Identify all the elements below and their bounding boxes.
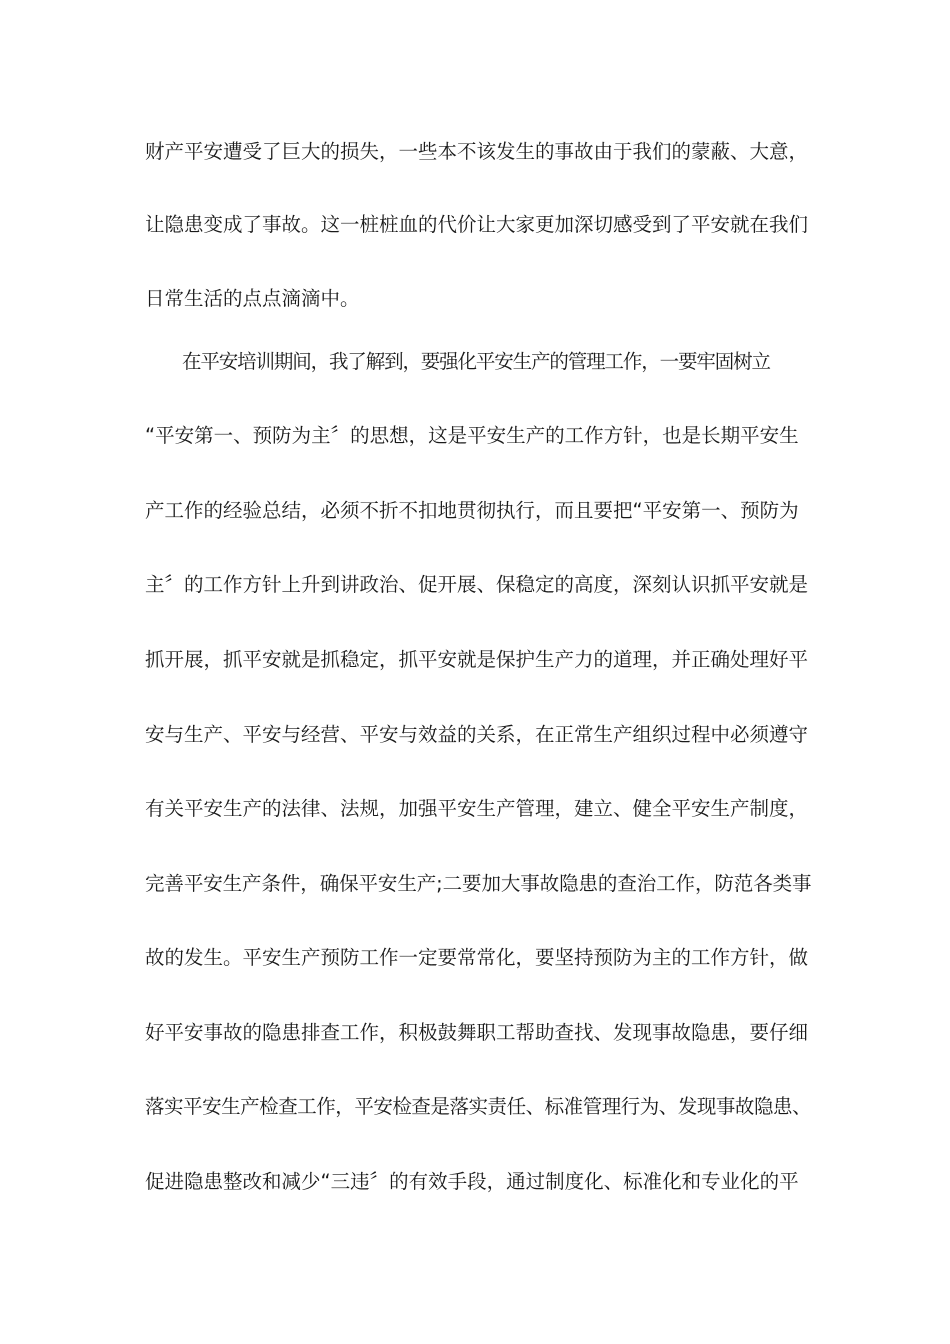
text-line-6: 产工作的经验总结，必须不折不扣地贯彻执行，而且要把“平安第一、预防为 [145, 499, 799, 522]
text-line-14: 落实平安生产检查工作，平安检查是落实责任、标准管理行为、发现事故隐患、 [145, 1095, 812, 1118]
text-line-15: 促进隐患整改和减少“三违〞的有效手段，通过制度化、标准化和专业化的平 [145, 1170, 799, 1193]
text-line-9: 安与生产、平安与经营、平安与效益的关系，在正常生产组织过程中必须遵守 [145, 723, 809, 746]
text-line-5: “平安第一、预防为主〞的思想，这是平安生产的工作方针，也是长期平安生 [145, 424, 799, 447]
text-line-4: 在平安培训期间，我了解到，要强化平安生产的管理工作，一要牢固树立 [182, 350, 770, 373]
text-line-3: 日常生活的点点滴滴中。 [145, 287, 360, 310]
text-line-12: 故的发生。平安生产预防工作一定要常常化，要坚持预防为主的工作方针，做 [145, 946, 809, 969]
text-line-13: 好平安事故的隐患排查工作，积极鼓舞职工帮助查找、发现事故隐患，要仔细 [145, 1021, 809, 1044]
text-line-2: 让隐患变成了事故。这一桩桩血的代价让大家更加深切感受到了平安就在我们 [145, 213, 809, 236]
text-line-11: 完善平安生产条件，确保平安生产;二要加大事故隐患的查治工作，防范各类事 [145, 872, 812, 895]
text-line-7: 主〞的工作方针上升到讲政治、促开展、保稳定的高度，深刻认识抓平安就是 [145, 573, 809, 596]
text-line-8: 抓开展，抓平安就是抓稳定，抓平安就是保护生产力的道理，并正确处理好平 [145, 648, 809, 671]
text-line-10: 有关平安生产的法律、法规，加强平安生产管理，建立、健全平安生产制度， [145, 797, 809, 820]
text-line-1: 财产平安遭受了巨大的损失，一些本不该发生的事故由于我们的蒙蔽、大意， [145, 140, 809, 163]
